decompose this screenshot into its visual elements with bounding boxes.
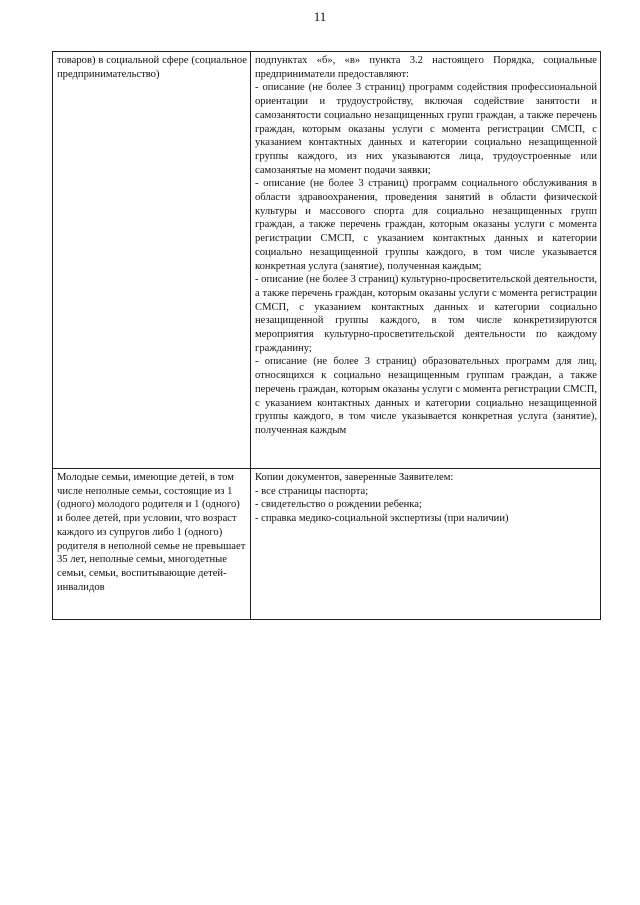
category-text: Молодые семьи, имеющие детей, в том числе неполные семьи, состоящие из 1 (одного) молодого родителя и 1 (одного) и более детей, при условии, что возраст каждого из супругов либо 1 (одного) родителя в неполной семье не превышает 35 лет, неполные семьи, многодетные семьи, семьи, воспитывающие детей-инвалидов [57, 472, 246, 593]
category-text: товаров) в социальной сфере (социальное предпринимательство) [57, 55, 247, 80]
table-row [53, 469, 601, 620]
page-number: 11 [313, 9, 327, 24]
documents-list-item: - справка медико-социальной экспертизы (при наличии) [255, 513, 509, 525]
documents-intro: подпунктах «б», «в» пункта 3.2 настоящего Порядка, социальные предприниматели предоставляют: [255, 55, 597, 80]
documents-list-item: - описание (не более 3 страниц) программ социального обслуживания в области здравоохранения, проведения занятий в области физической культуры и массового спорта для социально незащищенных групп граждан, а также перечень граждан, которым оказаны услуги с момента регистрации СМСП, с указанием контактных данных и категории социально незащищенной группы каждого, в том числе указывается конкретная услуга (занятие), полученная каждым; [255, 178, 597, 272]
documents-list-item: - описание (не более 3 страниц) культурно-просветительской деятельности, а также перечень граждан, которым оказаны услуги с момента регистрации СМСП, с указанием контактных данных и категории социально незащищенной группы каждого, в том числе конкретизируются мероприятия культурно-просветительской деятельности по каждому гражданину; [255, 274, 598, 354]
documents-cell [251, 469, 601, 620]
documents-list-item: - описание (не более 3 страниц) программ содействия профессиональной ориентации и трудоустройству, включая содействие занятости и самозанятости социально незащищенных групп граждан, а также перечень граждан, которым оказаны услуги с момента регистрации СМСП, с указанием контактных данных и категории социально незащищенной группы каждого, из них указываются лица, трудоустроенные или самозанятые на момент подачи заявки; [255, 82, 597, 176]
documents-list-item: - свидетельство о рождении ребенка; [255, 499, 422, 511]
category-cell [53, 469, 251, 620]
documents-list-item: - все страницы паспорта; [255, 485, 369, 497]
documents-intro: Копии документов, заверенные Заявителем: [255, 472, 454, 483]
documents-list-item: - описание (не более 3 страниц) образовательных программ для лиц, относящихся к социально незащищенным группам граждан, а также перечень граждан, которым оказаны услуги с момента регистрации СМСП, с указанием контактных данных и категории социально незащищенной группы каждого, в том числе указывается конкретная услуга (занятие), полученная каждым [255, 356, 597, 436]
table-row [53, 52, 601, 469]
category-cell [53, 52, 251, 469]
requirements-table [52, 51, 601, 620]
documents-cell [251, 52, 601, 469]
